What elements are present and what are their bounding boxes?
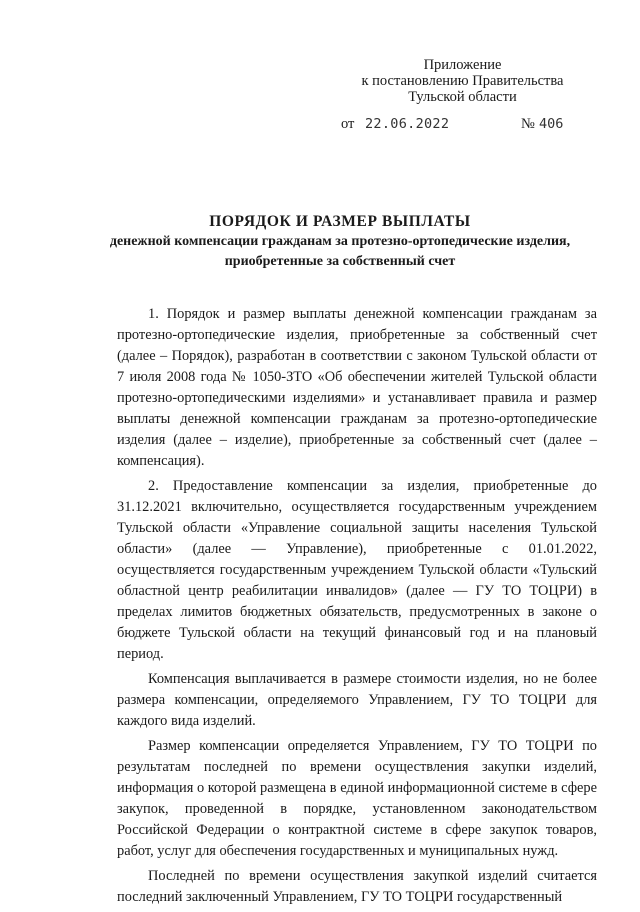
document-subtitle-line-2: приобретенные за собственный счет [224, 254, 456, 269]
document-title: ПОРЯДОК И РАЗМЕР ВЫПЛАТЫ [209, 213, 471, 230]
document-body [117, 304, 597, 912]
annex-line-3: Тульской области [408, 89, 517, 105]
annex-header [340, 57, 585, 105]
number-label: № [521, 116, 535, 132]
paragraph-5: Последней по времени осуществления закупкой изделий считается последний заключенный Управлением, ГУ ТО ТОЦРИ государственный [117, 868, 597, 905]
paragraph-2: 2. Предоставление компенсации за изделия, приобретенные до 31.12.2021 включительно, осуществляется государственным учреждением Тульской области «Управление социальной защиты населения Тульской области» (далее — Управление), приобретенные с 01.01.2022, осуществляется государственным учреждением Тульской области «Тульский областной центр реабилитации инвалидов» (далее — ГУ ТО ТОЦРИ) в пределах лимитов бюджетных обязательств, предусмотренных в законе о бюджете Тульской области на текущий финансовый год и на плановый период. [117, 478, 597, 662]
date-label: от [341, 116, 355, 132]
document-number: 406 [539, 116, 564, 132]
title-block [70, 212, 610, 272]
annex-line-1: Приложение [423, 57, 502, 73]
document-date: 22.06.2022 [365, 116, 450, 132]
paragraph-1: 1. Порядок и размер выплаты денежной компенсации гражданам за протезно-ортопедические изделия, приобретенные за собственный счет (далее – Порядок), разработан в соответствии с законом Тульской области от 7 июля 2008 года № 1050-ЗТО «Об обеспечении жителей Тульской области протезно-ортопедическими изделиями» и устанавливает правила и размер выплаты денежной компенсации гражданам за протезно-ортопедические изделия (далее – изделие), приобретенные за собственный счет (далее – компенсация). [117, 306, 597, 469]
document-reference [341, 116, 581, 136]
paragraph-3: Компенсация выплачивается в размере стоимости изделия, но не более размера компенсации, определяемого Управлением, ГУ ТО ТОЦРИ для каждого вида изделий. [117, 671, 597, 729]
annex-line-2: к постановлению Правительства [361, 73, 564, 89]
paragraph-4: Размер компенсации определяется Управлением, ГУ ТО ТОЦРИ по результатам последней по времени осуществления закупки изделий, информация о которой размещена в единой информационной системе в сфере закупок, проведенной в порядке, установленном законодательством Российской Федерации о контрактной системе в сфере закупок товаров, работ, услуг для обеспечения государственных и муниципальных нужд. [117, 738, 597, 859]
document-subtitle-line-1: денежной компенсации гражданам за протезно-ортопедические изделия, [109, 234, 571, 249]
